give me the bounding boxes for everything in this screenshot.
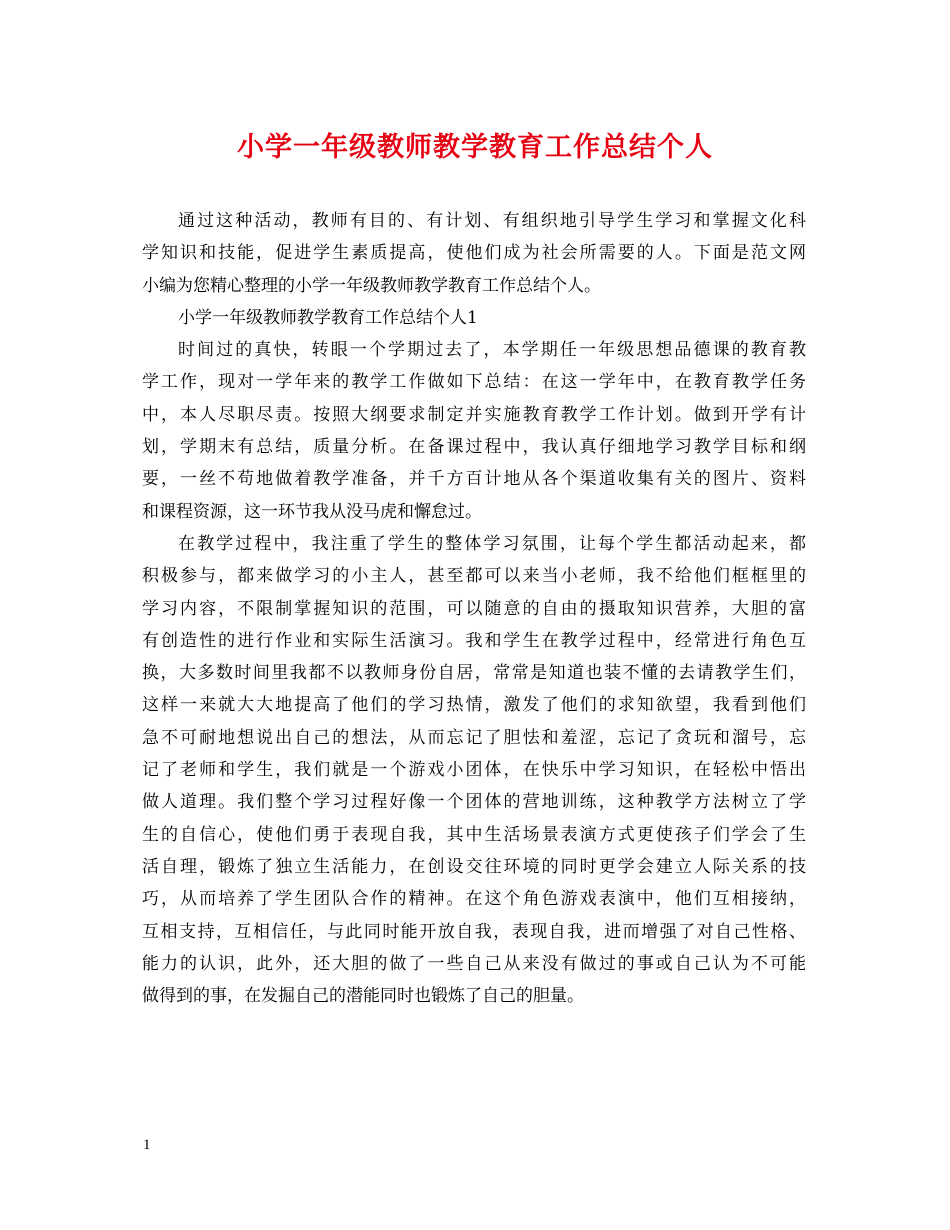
body-line: 换，大多数时间里我都不以教师身份自居，常常是知道也装不懂的去请教学生们， (142, 663, 806, 684)
body-line: 学知识和技能，促进学生素质提高，使他们成为社会所需要的人。下面是范文网 (142, 243, 806, 264)
body-line: 有创造性的进行作业和实际生活演习。我和学生在教学过程中，经常进行角色互 (142, 630, 806, 651)
body-line: 能力的认识，此外，还大胆的做了一些自己从来没有做过的事或自己认为不可能 (142, 953, 806, 974)
body-line: 通过这种活动，教师有目的、有计划、有组织地引导学生学习和掌握文化科 (178, 211, 806, 231)
body-line: 划，学期末有总结，质量分析。在备课过程中，我认真仔细地学习教学目标和纲 (142, 437, 806, 458)
body-line: 做人道理。我们整个学习过程好像一个团体的营地训练，这种教学方法树立了学 (142, 792, 806, 813)
body-line: 这样一来就大大地提高了他们的学习热情，激发了他们的求知欲望，我看到他们 (142, 695, 806, 716)
body-line: 时间过的真快，转眼一个学期过去了，本学期任一年级思想品德课的教育教 (178, 340, 806, 361)
page-number: 1 (143, 1137, 151, 1153)
document-title: 小学一年级教师教学教育工作总结个人 (237, 132, 713, 163)
body-line: 生的自信心，使他们勇于表现自我，其中生活场景表演方式更使孩子们学会了生 (142, 824, 806, 845)
body-line: 和课程资源，这一环节我从没马虎和懈怠过。 (142, 501, 482, 522)
body-line: 要，一丝不苟地做着教学准备，并千方百计地从各个渠道收集有关的图片、资料 (142, 469, 806, 490)
body-line: 巧，从而培养了学生团队合作的精神。在这个角色游戏表演中，他们互相接纳， (142, 889, 806, 910)
body-line: 互相支持，互相信任，与此同时能开放自我，表现自我，进而增强了对自己性格、 (142, 921, 806, 942)
body-line: 记了老师和学生，我们就是一个游戏小团体，在快乐中学习知识，在轻松中悟出 (142, 760, 806, 781)
body-line: 小学一年级教师教学教育工作总结个人1 (178, 307, 478, 328)
body-line: 学习内容，不限制掌握知识的范围，可以随意的自由的摄取知识营养，大胆的富 (142, 598, 806, 619)
body-line: 积极参与，都来做学习的小主人，甚至都可以来当小老师，我不给他们框框里的 (142, 566, 806, 587)
body-line: 小编为您精心整理的小学一年级教师教学教育工作总结个人。 (142, 275, 601, 296)
document-body (142, 205, 806, 1012)
body-line: 中，本人尽职尽责。按照大纲要求制定并实施教育教学工作计划。做到开学有计 (142, 404, 806, 425)
body-line: 急不可耐地想说出自己的想法，从而忘记了胆怯和羞涩，忘记了贪玩和溜号，忘 (142, 727, 806, 748)
body-line: 在教学过程中，我注重了学生的整体学习氛围，让每个学生都活动起来，都 (178, 533, 806, 554)
body-line: 活自理，锻炼了独立生活能力，在创设交往环境的同时更学会建立人际关系的技 (142, 856, 806, 877)
body-line: 做得到的事，在发掘自己的潜能同时也锻炼了自己的胆量。 (142, 986, 584, 1007)
body-line: 学工作，现对一学年来的教学工作做如下总结：在这一学年中，在教育教学任务 (142, 372, 806, 393)
